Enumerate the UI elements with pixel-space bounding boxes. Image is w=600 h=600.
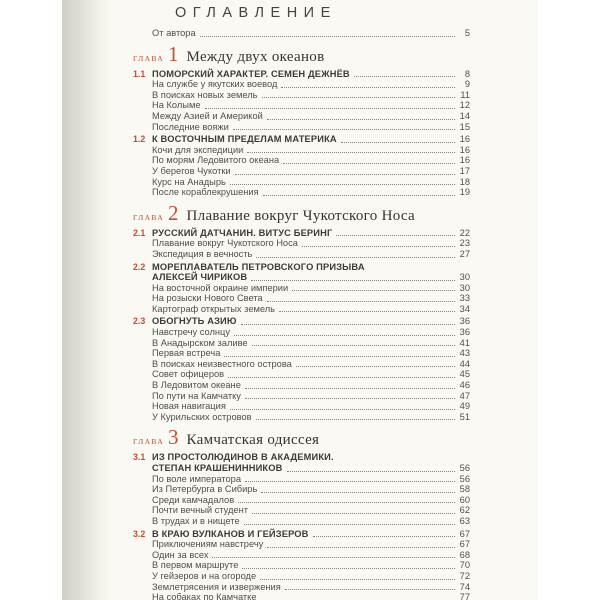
toc-entry	[133, 134, 470, 145]
dots-leader	[262, 97, 455, 98]
entry-page: 43	[459, 348, 470, 359]
entry-page: 33	[459, 293, 470, 304]
entry-page: 68	[459, 549, 470, 560]
toc-entry	[133, 69, 470, 80]
dots-leader	[230, 184, 455, 185]
chapter-label: ГЛАВА	[133, 53, 165, 63]
chapter-title: Между двух океанов	[186, 48, 325, 65]
entry-title: Новая навигация	[152, 401, 226, 412]
entry-page: 67	[459, 539, 470, 550]
entry-title: Совет офицеров	[152, 369, 225, 380]
entry-title: Один за всех	[152, 549, 209, 560]
dots-leader	[244, 524, 455, 525]
dots-leader	[234, 335, 455, 336]
entry-page: 49	[459, 401, 470, 412]
entry-page: 16	[459, 134, 470, 145]
dots-leader	[247, 152, 455, 153]
entry-title: Последние вояжи	[152, 121, 229, 132]
section-number: 3.1	[133, 452, 146, 463]
entry-title: Курс на Анадырь	[152, 176, 226, 187]
section-number: 1.2	[133, 134, 146, 145]
toc-entry	[133, 177, 470, 188]
toc-entry	[133, 505, 470, 516]
entry-page: 19	[459, 187, 470, 198]
dots-leader	[233, 129, 455, 130]
chapter-header	[133, 200, 470, 225]
entry-title: К ВОСТОЧНЫМ ПРЕДЕЛАМ МАТЕРИКА	[152, 134, 337, 145]
entry-page: 12	[459, 100, 470, 111]
entry-title: На службе у якутских воевод	[152, 79, 278, 90]
entry-page: 22	[459, 227, 470, 238]
entry-page: 11	[460, 89, 470, 100]
section-number: 2.2	[133, 261, 146, 272]
toc-entry	[133, 391, 470, 402]
entry-title: У берегов Чукотки	[152, 165, 231, 176]
entry-title: После кораблекрушения	[152, 187, 259, 198]
toc-entry	[133, 592, 470, 600]
dots-leader	[267, 301, 455, 302]
entry-title: Между Азией и Америкой	[152, 110, 263, 121]
entry-page: 30	[459, 272, 470, 283]
dots-leader	[252, 345, 455, 346]
entry-title: В Анадырском заливе	[152, 337, 248, 348]
dots-leader	[245, 388, 455, 389]
entry-page: 9	[464, 79, 470, 90]
entry-title: По пути на Камчатку	[152, 390, 241, 401]
entry-title: Плавание вокруг Чукотского Носа	[152, 238, 298, 249]
dots-leader	[261, 492, 455, 493]
chapter-number: 1	[168, 41, 179, 66]
dots-leader	[256, 419, 455, 420]
toc-entry	[133, 272, 470, 283]
toc-entry	[133, 262, 470, 273]
dots-leader	[245, 398, 455, 399]
dots-leader	[256, 257, 455, 258]
toc-entry	[133, 155, 470, 166]
entry-title: В КРАЮ ВУЛКАНОВ И ГЕЙЗЕРОВ	[152, 528, 309, 539]
entry-page: 23	[459, 238, 470, 249]
chapter-header	[133, 425, 470, 450]
entry-page: 30	[459, 282, 470, 293]
entry-page: 46	[459, 380, 470, 391]
toc-entry	[133, 529, 470, 540]
dots-leader	[283, 163, 455, 164]
toc-page	[62, 0, 538, 600]
toc-entry	[133, 539, 470, 550]
chapter-title: Плавание вокруг Чукотского Носа	[186, 207, 416, 224]
toc-entry	[133, 369, 470, 380]
entry-page: 41	[459, 337, 470, 348]
toc-entry	[133, 283, 470, 294]
dots-leader	[313, 536, 455, 537]
entry-title: ОБОГНУТЬ АЗИЮ	[152, 316, 237, 327]
toc-entry	[133, 359, 470, 370]
entry-page: 70	[459, 560, 470, 571]
entry-title: СТЕПАН КРАШЕНИННИКОВ	[152, 463, 283, 473]
dots-leader	[285, 589, 455, 590]
entry-title: По воле императора	[152, 473, 242, 484]
toc-entry	[133, 401, 470, 412]
entry-title: Картограф открытых земель	[152, 303, 276, 314]
entry-page: 36	[459, 316, 470, 327]
toc-body	[133, 28, 470, 600]
dots-leader	[279, 311, 455, 312]
entry-page: 17	[459, 165, 470, 176]
toc-entry	[133, 495, 470, 506]
entry-page: 8	[464, 68, 470, 79]
dots-leader	[263, 195, 455, 196]
dots-leader	[302, 246, 455, 247]
dots-leader	[341, 142, 455, 143]
entry-title: От автора	[152, 28, 196, 38]
entry-page: 14	[459, 110, 470, 121]
entry-title: В поисках новых земель	[152, 89, 258, 100]
toc-entry	[133, 145, 470, 156]
dots-leader	[238, 502, 455, 503]
toc-entry	[133, 100, 470, 111]
entry-page: 51	[459, 411, 470, 422]
entry-page: 16	[459, 155, 470, 166]
toc-entry	[133, 28, 470, 39]
toc-entry	[133, 338, 470, 349]
entry-page: 74	[459, 581, 470, 592]
toc-entry	[133, 560, 470, 571]
dots-leader	[200, 36, 455, 37]
section-number: 1.1	[133, 68, 146, 79]
toc-entry	[133, 228, 470, 239]
entry-title: В первом маршруте	[152, 560, 239, 571]
entry-title: На розыски Нового Света	[152, 293, 263, 304]
entry-page: 18	[459, 176, 470, 187]
toc-entry	[133, 111, 470, 122]
dots-leader	[205, 108, 455, 109]
dots-leader	[230, 409, 455, 410]
toc-entry	[133, 90, 470, 101]
toc-entry	[133, 474, 470, 485]
entry-title: На Колыме	[152, 100, 201, 111]
entry-page: 72	[459, 570, 470, 581]
dots-leader	[336, 235, 455, 236]
entry-title: АЛЕКСЕЙ ЧИРИКОВ	[152, 272, 248, 283]
entry-page: 58	[459, 484, 470, 495]
toc-entry	[133, 463, 470, 474]
entry-page: 15	[459, 121, 470, 132]
dots-leader	[245, 481, 455, 482]
dots-leader	[287, 471, 456, 472]
entry-page: 67	[459, 528, 470, 539]
entry-page: 47	[459, 390, 470, 401]
entry-title: Первая встреча	[152, 348, 221, 359]
dots-leader	[251, 280, 455, 281]
toc-entry	[133, 348, 470, 359]
chapter-label: ГЛАВА	[133, 212, 165, 222]
entry-title: В Ледовитом океане	[152, 380, 241, 391]
entry-page: 27	[459, 248, 470, 259]
dots-leader	[212, 557, 455, 558]
entry-page: 63	[459, 515, 470, 526]
toc-entry	[133, 166, 470, 177]
entry-title: Навстречу солнцу	[152, 327, 230, 338]
entry-title: Землетрясения и извержения	[152, 581, 281, 592]
toc-entry	[133, 327, 470, 338]
entry-page: 45	[459, 369, 470, 380]
dots-leader	[241, 324, 455, 325]
toc-entry	[133, 122, 470, 133]
toc-entry	[133, 79, 470, 90]
entry-title: У гейзеров и на огороде	[152, 570, 257, 581]
chapter-title: Камчатская одиссея	[186, 432, 320, 449]
dots-leader	[292, 290, 455, 291]
toc-entry	[133, 550, 470, 561]
section-number: 3.2	[133, 528, 146, 539]
dots-leader	[267, 119, 455, 120]
entry-page: 16	[459, 144, 470, 155]
dots-leader	[224, 356, 455, 357]
page-spine-shadow	[62, 0, 114, 600]
toc-content	[133, 0, 470, 600]
toc-entry	[133, 582, 470, 593]
section-number: 2.1	[133, 227, 146, 238]
chapter-label: ГЛАВА	[133, 437, 165, 447]
entry-title: В поисках неизвестного острова	[152, 358, 292, 369]
toc-entry	[133, 516, 470, 527]
toc-entry	[133, 293, 470, 304]
chapter-header	[133, 41, 470, 66]
entry-page: 62	[459, 505, 470, 516]
toc-entry	[133, 316, 470, 327]
toc-entry	[133, 484, 470, 495]
toc-entry	[133, 304, 470, 315]
entry-title: На восточной окраине империи	[152, 282, 289, 293]
entry-title: В трудах и в нищете	[152, 515, 240, 526]
dots-leader	[354, 76, 455, 77]
entry-title: Экспедиция в вечность	[152, 248, 253, 259]
entry-title: Среди камчадалов	[152, 494, 235, 505]
page-title: ОГЛАВЛЕНИЕ	[175, 5, 337, 21]
entry-title: Из Петербурга в Сибирь	[152, 484, 258, 495]
entry-title: Кочи для экспедиции	[152, 144, 244, 155]
dots-leader	[281, 87, 455, 88]
toc-entry	[133, 380, 470, 391]
entry-title: РУССКИЙ ДАТЧАНИН. ВИТУС БЕРИНГ	[152, 227, 333, 238]
dots-leader	[252, 513, 455, 514]
entry-title: ИЗ ПРОСТОЛЮДИНОВ В АКАДЕМИКИ.	[152, 452, 334, 463]
entry-page: 56	[459, 473, 470, 484]
entry-page: 60	[459, 494, 470, 505]
toc-entry	[133, 238, 470, 249]
toc-entry	[133, 187, 470, 198]
entry-title: На собаках по Камчатке	[152, 592, 257, 600]
section-number: 2.3	[133, 316, 146, 327]
chapter-number: 3	[168, 425, 179, 450]
entry-title: У Курильских островов	[152, 411, 252, 422]
dots-leader	[267, 547, 455, 548]
dots-leader	[235, 174, 455, 175]
entry-title: ПОМОРСКИЙ ХАРАКТЕР. СЕМЕН ДЕЖНЁВ	[152, 68, 350, 79]
entry-page: 77	[459, 592, 470, 600]
chapter-number: 2	[168, 200, 179, 225]
dots-leader	[242, 568, 455, 569]
dots-leader	[228, 377, 455, 378]
entry-page: 5	[464, 28, 470, 38]
entry-page: 44	[459, 358, 470, 369]
entry-page: 56	[459, 463, 470, 473]
toc-entry	[133, 249, 470, 260]
entry-title: МОРЕПЛАВАТЕЛЬ ПЕТРОВСКОГО ПРИЗЫВА	[152, 261, 365, 272]
dots-leader	[260, 579, 455, 580]
toc-entry	[133, 571, 470, 582]
entry-title: Приключениям навстречу	[152, 539, 264, 550]
entry-page: 34	[459, 303, 470, 314]
toc-entry	[133, 452, 470, 463]
entry-title: По морям Ледовитого океана	[152, 155, 280, 166]
toc-entry	[133, 412, 470, 423]
entry-title: Почти вечный студент	[152, 505, 248, 516]
entry-page: 36	[459, 327, 470, 338]
dots-leader	[296, 366, 455, 367]
